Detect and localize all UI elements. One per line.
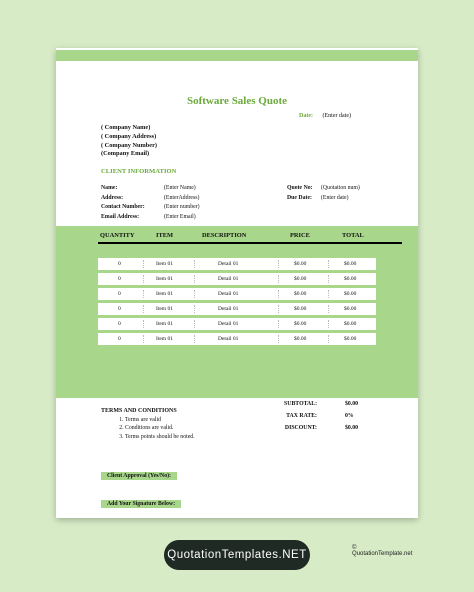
field-label: Name: (101, 185, 118, 191)
terms-item: 2. Conditions are valid. (125, 424, 195, 432)
table-cell-description[interactable]: Detail 01 (218, 306, 239, 312)
cell-divider (194, 290, 195, 298)
document-title: Software Sales Quote (186, 95, 287, 107)
table-row (98, 273, 376, 285)
column-total: TOTAL (342, 232, 364, 239)
cell-divider (328, 320, 329, 328)
table-cell-item[interactable]: Item 01 (156, 276, 173, 282)
terms-item: 1. Terms are valid (125, 416, 195, 424)
table-cell-item[interactable]: Item 01 (156, 306, 173, 312)
table-cell-description[interactable]: Detail 01 (218, 276, 239, 282)
cell-divider (278, 260, 279, 268)
cell-divider (328, 260, 329, 268)
table-cell-item[interactable]: Item 01 (156, 261, 173, 267)
table-cell-item[interactable]: Item 01 (156, 336, 173, 342)
header-divider (98, 242, 402, 244)
cell-divider (194, 275, 195, 283)
discount-label: DISCOUNT: (284, 425, 317, 431)
item-rows (98, 258, 376, 348)
cell-divider (278, 320, 279, 328)
discount-value: $0.00 (345, 425, 359, 431)
table-cell-price[interactable]: $0.00 (294, 321, 307, 327)
cell-divider (328, 335, 329, 343)
field-label: Quote No: (287, 185, 313, 191)
cell-divider (194, 335, 195, 343)
table-row (98, 318, 376, 330)
cell-divider (328, 305, 329, 313)
date-row (299, 113, 351, 119)
signature-field[interactable]: Add Your Signature Below: (101, 500, 181, 508)
table-cell-price[interactable]: $0.00 (294, 276, 307, 282)
cell-divider (143, 335, 144, 343)
table-cell-item[interactable]: Item 01 (156, 291, 173, 297)
table-cell-description[interactable]: Detail 01 (218, 261, 239, 267)
table-cell-total[interactable]: $0.00 (344, 291, 357, 297)
cell-divider (328, 275, 329, 283)
client-fields (101, 184, 200, 222)
company-name: ( Company Name) (101, 124, 151, 131)
subtotal-row (273, 399, 403, 411)
cell-divider (143, 260, 144, 268)
subtotal-label: SUBTOTAL: (284, 401, 317, 407)
totals-block (273, 399, 403, 449)
field-value[interactable]: (Quotation num) (321, 185, 360, 191)
table-cell-quantity[interactable]: 0 (118, 291, 121, 297)
field-value[interactable]: (Enter number) (164, 204, 200, 210)
cell-divider (194, 260, 195, 268)
cell-divider (278, 305, 279, 313)
table-cell-total[interactable]: $0.00 (344, 336, 357, 342)
terms-heading: TERMS AND CONDITIONS (101, 408, 177, 414)
quote-fields (287, 184, 360, 203)
grand-total-label: TOTAL: (297, 438, 319, 444)
column-item: ITEM (156, 232, 174, 239)
tax-rate-row (273, 411, 403, 423)
table-cell-total[interactable]: $0.00 (344, 306, 357, 312)
subtotal-value: $0.00 (345, 401, 359, 407)
field-value[interactable]: (Enter date) (321, 194, 349, 201)
cell-divider (328, 290, 329, 298)
site-badge[interactable]: QuotationTemplates.NET (164, 540, 310, 570)
table-cell-quantity[interactable]: 0 (118, 261, 121, 267)
due-date-row (287, 194, 360, 204)
field-label: Email Address: (101, 213, 140, 220)
grand-total-row (273, 435, 375, 449)
table-cell-quantity[interactable]: 0 (118, 321, 121, 327)
table-cell-description[interactable]: Detail 01 (218, 336, 239, 342)
date-value: (Enter date) (322, 113, 351, 119)
company-address: ( Company Address) (101, 132, 157, 140)
column-description: DESCRIPTION (202, 232, 247, 239)
column-quantity: QUANTITY (100, 232, 135, 239)
table-cell-price[interactable]: $0.00 (294, 261, 307, 267)
cell-divider (278, 335, 279, 343)
table-row (98, 288, 376, 300)
table-cell-total[interactable]: $0.00 (344, 276, 357, 282)
cell-divider (143, 275, 144, 283)
client-name-row (101, 184, 200, 194)
date-label: Date: (299, 113, 313, 119)
cell-divider (143, 320, 144, 328)
field-label: Contact Number: (101, 204, 145, 210)
cell-divider (143, 305, 144, 313)
table-cell-quantity[interactable]: 0 (118, 276, 121, 282)
client-address-row (101, 194, 200, 204)
table-header (98, 230, 402, 242)
table-cell-total[interactable]: $0.00 (344, 321, 357, 327)
table-cell-price[interactable]: $0.00 (294, 291, 307, 297)
cell-divider (278, 275, 279, 283)
table-cell-item[interactable]: Item 01 (156, 321, 173, 327)
field-value[interactable]: (EnterAddress) (164, 194, 200, 201)
header-bar (56, 50, 418, 61)
field-label: Due Date: (287, 194, 312, 201)
field-value[interactable]: (Enter Email) (164, 213, 196, 220)
cell-divider (194, 305, 195, 313)
table-row (98, 303, 376, 315)
table-cell-price[interactable]: $0.00 (294, 306, 307, 312)
cell-divider (143, 290, 144, 298)
table-cell-total[interactable]: $0.00 (344, 261, 357, 267)
client-email-row (101, 213, 200, 223)
credit-text: © QuotationTemplate.net (352, 545, 413, 557)
table-cell-description[interactable]: Detail 01 (218, 291, 239, 297)
table-cell-quantity[interactable]: 0 (118, 336, 121, 342)
company-number: ( Company Number) (101, 141, 157, 149)
company-email: (Company Email) (101, 150, 150, 158)
terms-list (101, 416, 195, 441)
tax-rate-label: TAX RATE: (286, 413, 317, 419)
table-cell-price[interactable]: $0.00 (294, 336, 307, 342)
table-row (98, 333, 376, 345)
field-label: Address: (101, 194, 124, 201)
grand-total-value: $0.00 (346, 438, 360, 444)
client-information-heading: CLIENT INFORMATION (101, 168, 177, 175)
cell-divider (278, 290, 279, 298)
column-price: PRICE (290, 232, 310, 239)
cell-divider (194, 320, 195, 328)
field-value[interactable]: (Enter Name) (164, 185, 196, 191)
quote-number-row (287, 184, 360, 194)
terms-item: 3. Terms points should be noted. (125, 433, 195, 441)
client-contact-row (101, 203, 200, 213)
table-row (98, 258, 376, 270)
company-block (101, 124, 157, 159)
table-cell-quantity[interactable]: 0 (118, 306, 121, 312)
tax-rate-value: 0% (345, 413, 354, 419)
discount-row (273, 423, 403, 435)
client-approval-field[interactable]: Client Approval (Yes/No): (101, 472, 177, 480)
table-cell-description[interactable]: Detail 01 (218, 321, 239, 327)
terms-block (101, 408, 195, 441)
